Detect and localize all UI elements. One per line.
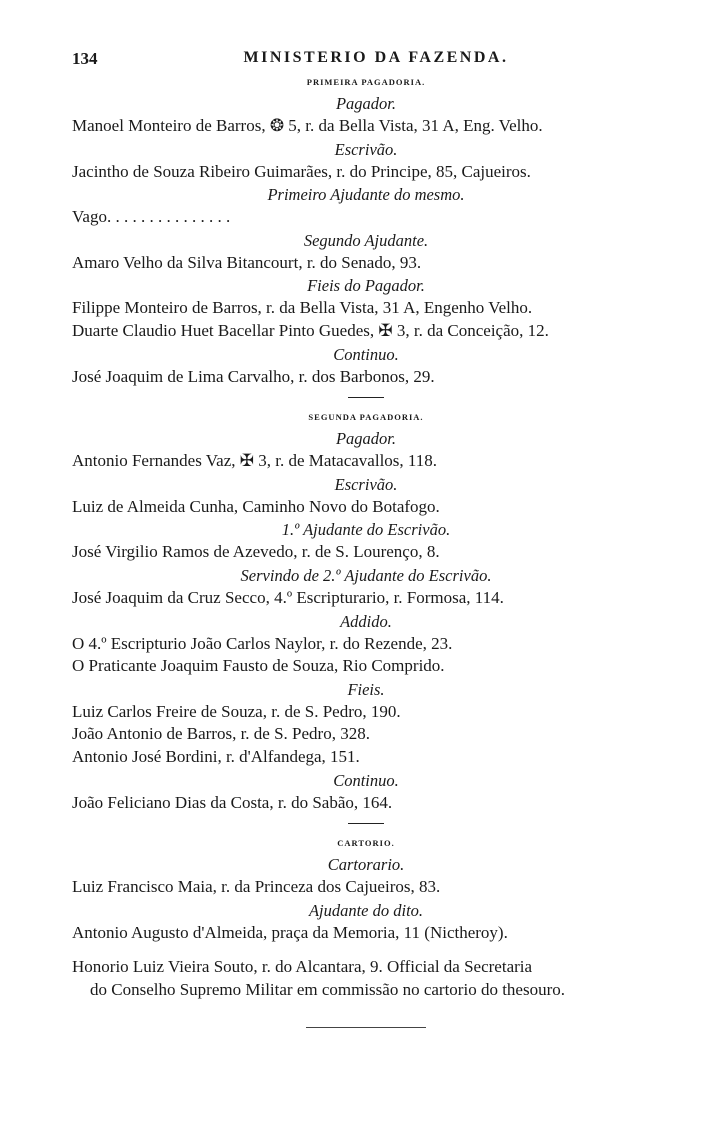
role-title: Continuo. [333,770,399,790]
role-title: Continuo. [333,344,399,364]
role-title: Fieis. [347,679,385,699]
section-heading: PRIMEIRA PAGADORIA. [306,77,426,87]
person-entry: José Joaquim de Lima Carvalho, r. dos Barbonos, 29. [72,366,435,386]
role-title: Escrivão. [334,474,398,494]
page-title: MINISTERIO DA FAZENDA. [243,49,509,66]
section-divider [348,397,384,398]
person-entry: Jacintho de Souza Ribeiro Guimarães, r. do Principe, 85, Cajueiros. [72,161,531,181]
person-entry: Antonio Augusto d'Almeida, praça da Memoria, 11 (Nictheroy). [72,922,508,942]
person-entry: Antonio José Bordini, r. d'Alfandega, 151. [72,746,360,766]
person-entry: Amaro Velho da Silva Bitancourt, r. do Senado, 93. [72,252,422,272]
person-entry: Vago. . . . . . . . . . . . . . . [72,207,231,227]
person-entry: Luiz de Almeida Cunha, Caminho Novo do Botafogo. [72,496,440,516]
person-entry: José Virgilio Ramos de Azevedo, r. de S. Lourenço, 8. [72,542,440,562]
role-title: Escrivão. [334,139,398,159]
role-title: Segundo Ajudante. [303,230,429,250]
person-entry: João Antonio de Barros, r. de S. Pedro, 328. [72,724,370,744]
person-entry: Luiz Francisco Maia, r. da Princeza dos Cajueiros, 83. [72,877,441,897]
role-title: Pagador. [335,429,397,449]
person-entry: Antonio Fernandes Vaz, ✠ 3, r. de Matacavallos, 118. [72,451,438,471]
person-entry: Duarte Claudio Huet Bacellar Pinto Guedes, ✠ 3, r. da Conceição, 12. [72,320,549,340]
section-divider [306,1027,426,1028]
document-body [72,73,660,1028]
person-entry: Manoel Monteiro de Barros, ❂ 5, r. da Bella Vista, 31 A, Eng. Velho. [72,116,543,135]
role-title: Addido. [340,611,392,631]
role-title: Servindo de 2.º Ajudante do Escrivão. [240,565,492,585]
role-title: Cartorario. [327,855,405,875]
person-entry: José Joaquim da Cruz Secco, 4.º Escripturario, r. Formosa, 114. [72,587,504,607]
role-title: 1.º Ajudante do Escrivão. [281,520,451,540]
section-divider [348,823,384,824]
person-entry: Luiz Carlos Freire de Souza, r. de S. Pedro, 190. [72,701,401,721]
role-title: Primeiro Ajudante do mesmo. [267,185,465,205]
section-heading: SEGUNDA PAGADORIA. [308,412,424,423]
person-entry: Honorio Luiz Vieira Souto, r. do Alcantara, 9. Official da Secretaria [72,957,533,977]
role-title: Pagador. [335,94,397,113]
page-header [72,49,660,73]
role-title: Fieis do Pagador. [307,276,425,296]
person-entry: Filippe Monteiro de Barros, r. da Bella Vista, 31 A, Engenho Velho. [72,298,533,318]
person-entry: do Conselho Supremo Militar em commissão no cartorio do thesouro. [90,979,565,999]
section-heading: CARTORIO. [337,838,395,849]
person-entry: O Praticante Joaquim Fausto de Souza, Rio Comprido. [72,656,445,676]
person-entry: João Feliciano Dias da Costa, r. do Sabão, 164. [72,792,393,812]
document-page [72,49,660,1038]
person-entry: O 4.º Escripturio João Carlos Naylor, r. do Rezende, 23. [72,633,453,653]
page-number: 134 [72,49,98,68]
role-title: Ajudante do dito. [308,900,424,920]
